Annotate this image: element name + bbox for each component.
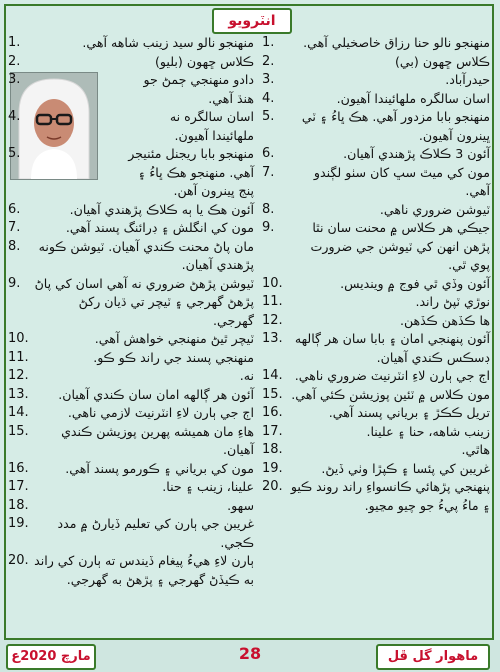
page-number: 28 xyxy=(238,644,262,663)
answer-number: 6. xyxy=(262,146,275,161)
answer-item xyxy=(262,34,490,53)
answer-item xyxy=(262,441,490,460)
answer-item xyxy=(262,312,490,331)
answer-text: ٽيچر ٿيڻ منهنجي خواهش آهي. xyxy=(94,331,254,346)
answer-text: منهنجو نالو سيد زينب شاهه آهي. xyxy=(82,35,254,50)
answer-number: 9. xyxy=(8,275,21,291)
answer-number: 19. xyxy=(262,460,283,476)
answer-text: آئون هڪ يا ٻه ڪلاڪ پڙهندي آهيان. xyxy=(69,201,254,217)
answer-number: 15. xyxy=(8,423,29,439)
answer-number: 7. xyxy=(262,164,275,180)
answer-item xyxy=(8,367,254,386)
answer-item xyxy=(262,330,490,367)
answer-item xyxy=(262,423,490,442)
answer-number: 16. xyxy=(262,405,283,420)
answer-number: 13. xyxy=(262,331,283,346)
answer-text: مون کي انگلش ۽ ڊرائنگ پسند آهي. xyxy=(65,220,254,235)
answer-item xyxy=(8,515,254,552)
answer-number: 4. xyxy=(8,109,21,124)
answer-number: 7. xyxy=(8,220,21,235)
answer-number: 12. xyxy=(262,312,283,328)
answer-number: 18. xyxy=(262,442,283,457)
answer-number: 10. xyxy=(8,331,29,346)
answer-item xyxy=(8,497,254,516)
answer-number: 2. xyxy=(8,53,21,69)
answer-number: 16. xyxy=(8,460,29,476)
answer-text: غريبن کي پئسا ۽ ڪپڙا وٺي ڏيڻ. xyxy=(321,460,490,476)
answer-text: اسان سالگره ملهائيندا آهيون. xyxy=(336,90,490,106)
answer-item xyxy=(8,219,254,238)
answer-number: 3. xyxy=(262,72,275,87)
answer-text: علينا، زينب ۽ حنا. xyxy=(162,479,254,494)
answer-text: آئون وڏي ٿي فوج ۾ وينديس. xyxy=(340,275,490,291)
answer-number: 2. xyxy=(262,53,275,69)
answer-number: 5. xyxy=(8,146,21,161)
answer-number: 17. xyxy=(262,423,283,439)
answer-text: حيدرآباد. xyxy=(445,72,490,87)
answer-item xyxy=(262,90,490,109)
answer-text: هاٿي. xyxy=(461,442,490,457)
answer-number: 9. xyxy=(262,220,275,235)
answer-text: آئون پنهنجي امان ۽ بابا سان هر ڳالهه ڊسڪس ڪندي آهيان. xyxy=(294,331,490,365)
answer-number: 8. xyxy=(8,238,21,254)
answer-number: 4. xyxy=(262,90,275,106)
answer-text: ڪلاس ڇهون (بليو) xyxy=(155,53,254,69)
answer-number: 3. xyxy=(8,72,21,87)
answer-number: 11. xyxy=(262,294,283,309)
answer-number: 6. xyxy=(8,201,21,217)
answer-item xyxy=(262,164,490,201)
answer-item xyxy=(262,460,490,479)
answer-text: آئون 3 ڪلاڪ پڙهندي آهيان. xyxy=(343,146,490,161)
answer-item xyxy=(8,460,254,479)
answer-item xyxy=(262,71,490,90)
answer-number: 14. xyxy=(262,368,283,383)
answer-text: منهنجو بابا ريجنل مئنيجر آهي. منهنجو هڪ ڀاءُ ۽ پنج ڀينرون آهن. xyxy=(128,146,254,198)
answer-number: 15. xyxy=(262,386,283,402)
answer-text: تريل ڪڪڙ ۽ برياني پسند آهي. xyxy=(328,405,490,420)
answer-number: 18. xyxy=(8,497,29,513)
answer-item xyxy=(8,53,254,72)
answer-number: 8. xyxy=(262,201,275,217)
answer-text: ڪلاس ڇهون (بي) xyxy=(394,53,490,69)
answer-text: جيڪي هر ڪلاس ۾ محنت سان نٿا پڙهن انهن کي ٽيوشن جي ضرورت پوي ٿي. xyxy=(310,220,490,272)
answer-number: 1. xyxy=(262,35,275,50)
answer-item xyxy=(8,552,254,589)
answer-number: 14. xyxy=(8,405,29,420)
answer-text: زينب شاهه، حنا ۽ علينا. xyxy=(366,423,490,439)
answer-item xyxy=(262,201,490,220)
answer-item xyxy=(8,478,254,497)
answer-item xyxy=(8,201,254,220)
answer-text: اڄ جي ٻارن لاءِ انٽرنيٽ لازمي ناهي. xyxy=(67,405,254,420)
answer-number: 20. xyxy=(262,479,283,494)
answer-text: مون ڪلاس ۾ ٽئين پوزيشن ڪئي آهي. xyxy=(291,386,490,402)
answer-text: هاءِ مان هميشه پهرين پوزيشن ڪندي آهيان. xyxy=(61,423,254,457)
answer-text: دادو منهنجي ڄمڻ جو هنڌ آهي. xyxy=(143,72,254,106)
answer-number: 20. xyxy=(8,553,29,568)
answer-number: 17. xyxy=(8,479,29,494)
answer-item xyxy=(8,34,254,53)
answer-item xyxy=(8,386,254,405)
answer-text: منهنجو بابا مزدور آهي. هڪ ڀاءُ ۽ ٽي ڀينرون آهيون. xyxy=(301,109,490,143)
answer-number: 5. xyxy=(262,109,275,124)
answer-text: نوڙي ٽپڻ راند. xyxy=(415,294,490,309)
answer-text: مون کي برياني ۽ ڪورمو پسند آهي. xyxy=(65,460,254,476)
answer-item xyxy=(262,367,490,386)
answer-item xyxy=(8,275,254,331)
answer-item xyxy=(8,71,254,108)
answer-text: اڄ جي ٻارن لاءِ انٽرنيٽ ضروري ناهي. xyxy=(294,368,490,383)
answer-item xyxy=(8,330,254,349)
answer-number: 19. xyxy=(8,516,29,531)
section-title: انٽرويو xyxy=(212,8,292,34)
answer-item xyxy=(262,219,490,275)
answer-number: 13. xyxy=(8,386,29,402)
answer-item xyxy=(262,275,490,294)
answer-text: ٽيوشن پڙهڻ ضروري نه آهي اسان کي پاڻ پڙهڻ گهرجي ۽ ٽيچر تي ڌيان رکڻ گهرجي. xyxy=(34,275,254,328)
answer-item xyxy=(262,108,490,145)
answer-item xyxy=(262,386,490,405)
answer-text: آئون هر ڳالهه امان سان ڪندي آهيان. xyxy=(58,386,254,402)
answer-item xyxy=(262,478,490,515)
interview-left-column xyxy=(8,34,254,589)
answer-text: نه. xyxy=(239,368,254,383)
answer-item xyxy=(8,145,254,201)
answer-text: غريبن جي ٻارن کي تعليم ڏيارڻ ۾ مدد ڪجي. xyxy=(57,516,254,550)
answer-text: مان پاڻ محنت ڪندي آهيان. ٽيوشن ڪونه پڙهندي آهيان. xyxy=(38,238,254,272)
answer-item xyxy=(262,53,490,72)
interview-right-column xyxy=(262,34,490,515)
answer-item xyxy=(262,145,490,164)
answer-item xyxy=(8,108,254,145)
answer-text: اسان سالگره نه ملهائيندا آهيون. xyxy=(169,109,254,143)
answer-number: 11. xyxy=(8,349,29,365)
answer-text: ٽيوشن ضروري ناهي. xyxy=(379,201,490,217)
answer-number: 10. xyxy=(262,275,283,291)
answer-text: منهنجي پسند جي راند ڪو ڪو. xyxy=(93,349,254,365)
answer-item xyxy=(8,349,254,368)
answer-item xyxy=(8,404,254,423)
issue-date: مارچ 2020ع xyxy=(6,644,96,670)
answer-item xyxy=(8,238,254,275)
answer-text: ها ڪڏهن ڪڏهن. xyxy=(399,312,490,328)
magazine-name: ماهوار گل ڦل xyxy=(376,644,490,670)
answer-number: 12. xyxy=(8,368,29,383)
page-footer xyxy=(0,640,500,672)
answer-text: پنهنجي پڙهائي ڪانسواءِ راند روند ڪيو ۽ ماءُ پيءُ جو چيو مڃيو. xyxy=(290,479,490,513)
answer-text: سهو. xyxy=(227,497,254,513)
answer-text: منهنجو نالو حنا رزاق خاصخيلي آهي. xyxy=(303,35,490,50)
answer-item xyxy=(262,404,490,423)
answer-text: مون کي ميٿ سڀ کان سٺو لڳندو آهي. xyxy=(313,164,490,198)
answer-item xyxy=(262,293,490,312)
answer-item xyxy=(8,423,254,460)
answer-text: ٻارن لاءِ هيءُ پيغام ڏيندس ته ٻارن کي راند به ڪيڏڻ گهرجي ۽ پڙهڻ به گهرجي. xyxy=(34,553,254,587)
answer-number: 1. xyxy=(8,35,21,50)
